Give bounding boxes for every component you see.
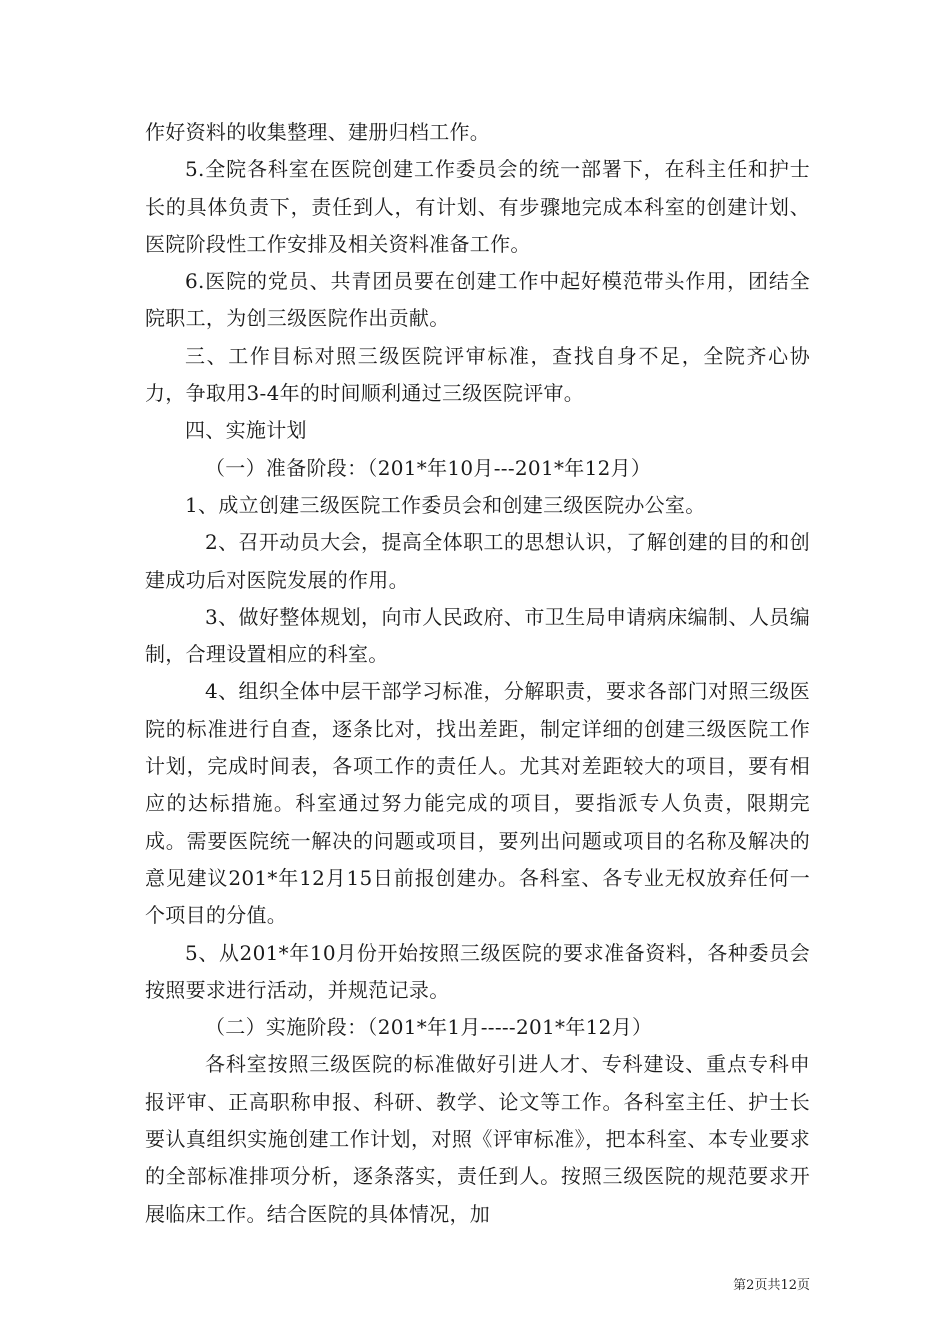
document-body — [145, 114, 810, 1233]
stage-1-item-3: 3、做好整体规划，向市人民政府、市卫生局申请病床编制、人员编制，合理设置相应的科室。 — [145, 604, 810, 667]
section-3-work-goal: 三、工作目标对照三级医院评审标准，查找自身不足，全院齐心协力，争取用3-4年的时间顺利通过三级医院评审。 — [145, 343, 810, 406]
paragraph-item-5-dept-deployment: 5.全院各科室在医院创建工作委员会的统一部署下，在科主任和护士长的具体负责下，责任到人，有计划、有步骤地完成本科室的创建计划、医院阶段性工作安排及相关资料准备工作。 — [145, 157, 810, 256]
stage-1-item-5: 5、从201*年10月份开始按照三级医院的要求准备资料，各种委员会按照要求进行活动，并规范记录。 — [145, 940, 810, 1002]
stage-1-heading: （一）准备阶段：（201*年10月---201*年12月） — [205, 455, 652, 480]
stage-1-item-1: 1、成立创建三级医院工作委员会和创建三级医院办公室。 — [185, 492, 706, 517]
stage-2-body: 各科室按照三级医院的标准做好引进人才、专科建设、重点专科申报评审、正高职称申报、科研、教学、论文等工作。各科室主任、护士长要认真组织实施创建工作计划，对照《评审标准》，把本科室、本专业要求的全部标准排项分析，逐条落实，责任到人。按照三级医院的规范要求开展临床工作。结合医院的具体情况，加 — [145, 1052, 810, 1226]
stage-2-heading: （二）实施阶段：（201*年1月-----201*年12月） — [205, 1015, 653, 1040]
page-number-footer: 第2页共12页 — [733, 1278, 810, 1293]
paragraph-continuation: 作好资料的收集整理、建册归档工作。 — [145, 120, 491, 144]
section-4-heading: 四、实施计划 — [185, 418, 307, 443]
stage-1-item-4: 4、组织全体中层干部学习标准，分解职责，要求各部门对照三级医院的标准进行自查，逐条比对，找出差距，制定详细的创建三级医院工作计划，完成时间表，各项工作的责任人。尤其对差距较大的项目，要有相应的达标措施。科室通过努力能完成的项目，要指派专人负责，限期完成。需要医院统一解决的问题或项目，要列出问题或项目的名称及解决的意见建议201*年12月15日前报创建办。各科室、各专业无权放弃任何一个项目的分值。 — [145, 679, 810, 928]
stage-1-item-2: 2、召开动员大会，提高全体职工的思想认识，了解创建的目的和创建成功后对医院发展的作用。 — [145, 530, 810, 592]
paragraph-item-6-party-members: 6.医院的党员、共青团员要在创建工作中起好模范带头作用，团结全院职工，为创三级医院作出贡献。 — [145, 269, 810, 331]
